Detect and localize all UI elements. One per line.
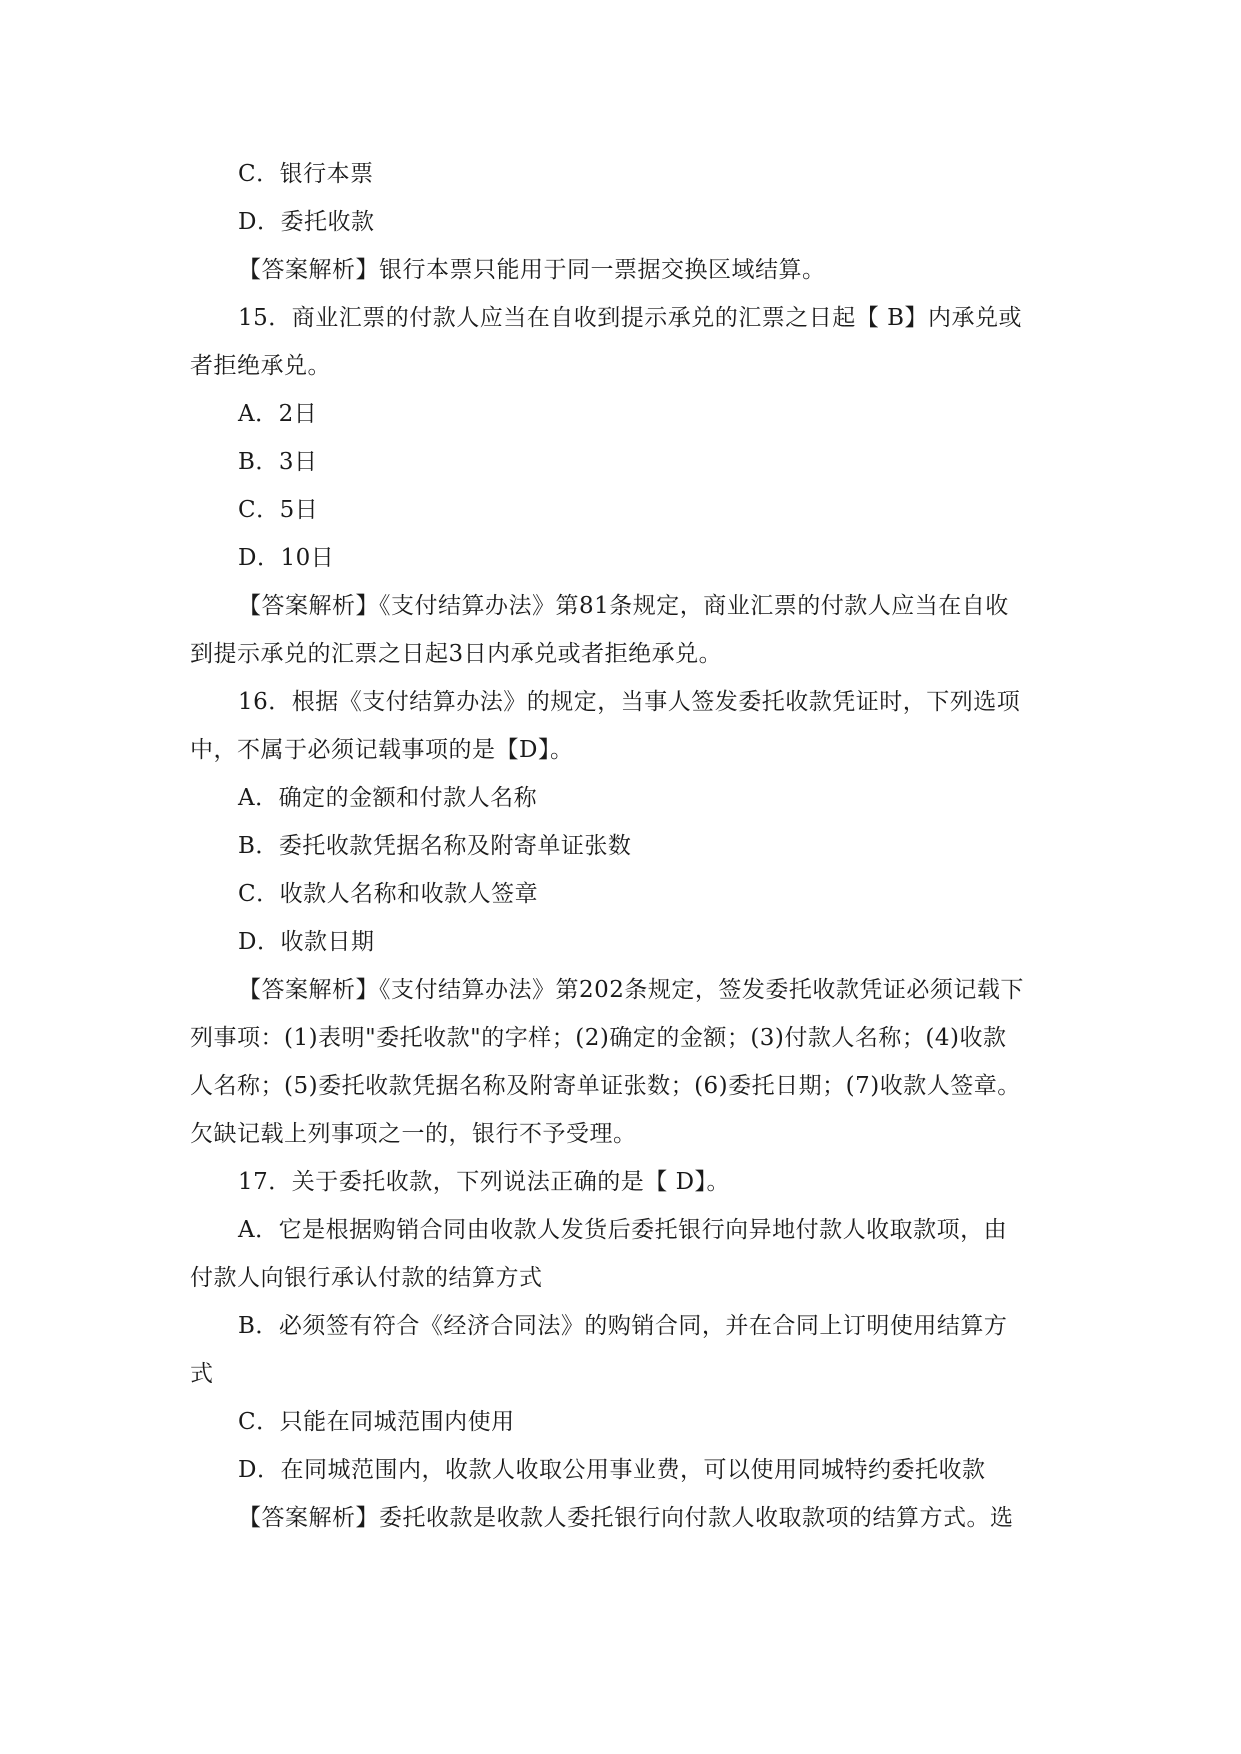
option-a-q15: A．2日: [238, 401, 318, 427]
option-a-q16: A．确定的金额和付款人名称: [238, 785, 538, 811]
answer-explanation-q16: 【答案解析】《支付结算办法》第202条规定，签发委托收款凭证必须记载下: [238, 977, 1024, 1003]
question-16-cont: 中，不属于必须记载事项的是【D】。: [190, 737, 574, 763]
option-c-q16: C．收款人名称和收款人签章: [238, 881, 539, 907]
option-b-q17-cont: 式: [190, 1361, 214, 1387]
option-d-q15: D．10日: [238, 545, 335, 571]
option-b-q15: B．3日: [238, 449, 318, 475]
option-d-q14: D．委托收款: [238, 209, 375, 235]
option-d-q16: D．收款日期: [238, 929, 375, 955]
question-15-cont: 者拒绝承兑。: [190, 353, 331, 379]
answer-explanation-q14: 【答案解析】银行本票只能用于同一票据交换区域结算。: [238, 257, 826, 283]
option-a-q17: A．它是根据购销合同由收款人发货后委托银行向异地付款人收取款项，由: [238, 1217, 1008, 1243]
option-d-q17: D．在同城范围内，收款人收取公用事业费，可以使用同城特约委托收款: [238, 1457, 986, 1483]
answer-explanation-q15: 【答案解析】《支付结算办法》第81条规定，商业汇票的付款人应当在自收: [238, 593, 1009, 619]
answer-explanation-q16-cont-1: 列事项：(1)表明"委托收款"的字样；(2)确定的金额；(3)付款人名称；(4)收款: [190, 1025, 1007, 1051]
answer-explanation-q17: 【答案解析】委托收款是收款人委托银行向付款人收取款项的结算方式。选: [238, 1505, 1014, 1531]
option-a-q17-cont: 付款人向银行承认付款的结算方式: [190, 1265, 543, 1291]
answer-explanation-q15-cont: 到提示承兑的汇票之日起3日内承兑或者拒绝承兑。: [190, 641, 723, 667]
option-b-q16: B．委托收款凭据名称及附寄单证张数: [238, 833, 632, 859]
question-17: 17．关于委托收款，下列说法正确的是【 D】。: [238, 1169, 731, 1195]
question-15: 15．商业汇票的付款人应当在自收到提示承兑的汇票之日起【 B】内承兑或: [238, 305, 1022, 331]
answer-explanation-q16-cont-2: 人名称；(5)委托收款凭据名称及附寄单证张数；(6)委托日期；(7)收款人签章。: [190, 1073, 1021, 1099]
question-16: 16．根据《支付结算办法》的规定，当事人签发委托收款凭证时，下列选项: [238, 689, 1021, 715]
option-c-q14: C．银行本票: [238, 161, 374, 187]
option-c-q15: C．5日: [238, 497, 319, 523]
option-b-q17: B．必须签有符合《经济合同法》的购销合同，并在合同上订明使用结算方: [238, 1313, 1008, 1339]
answer-explanation-q16-cont-3: 欠缺记载上列事项之一的，银行不予受理。: [190, 1121, 637, 1147]
option-c-q17: C．只能在同城范围内使用: [238, 1409, 515, 1435]
